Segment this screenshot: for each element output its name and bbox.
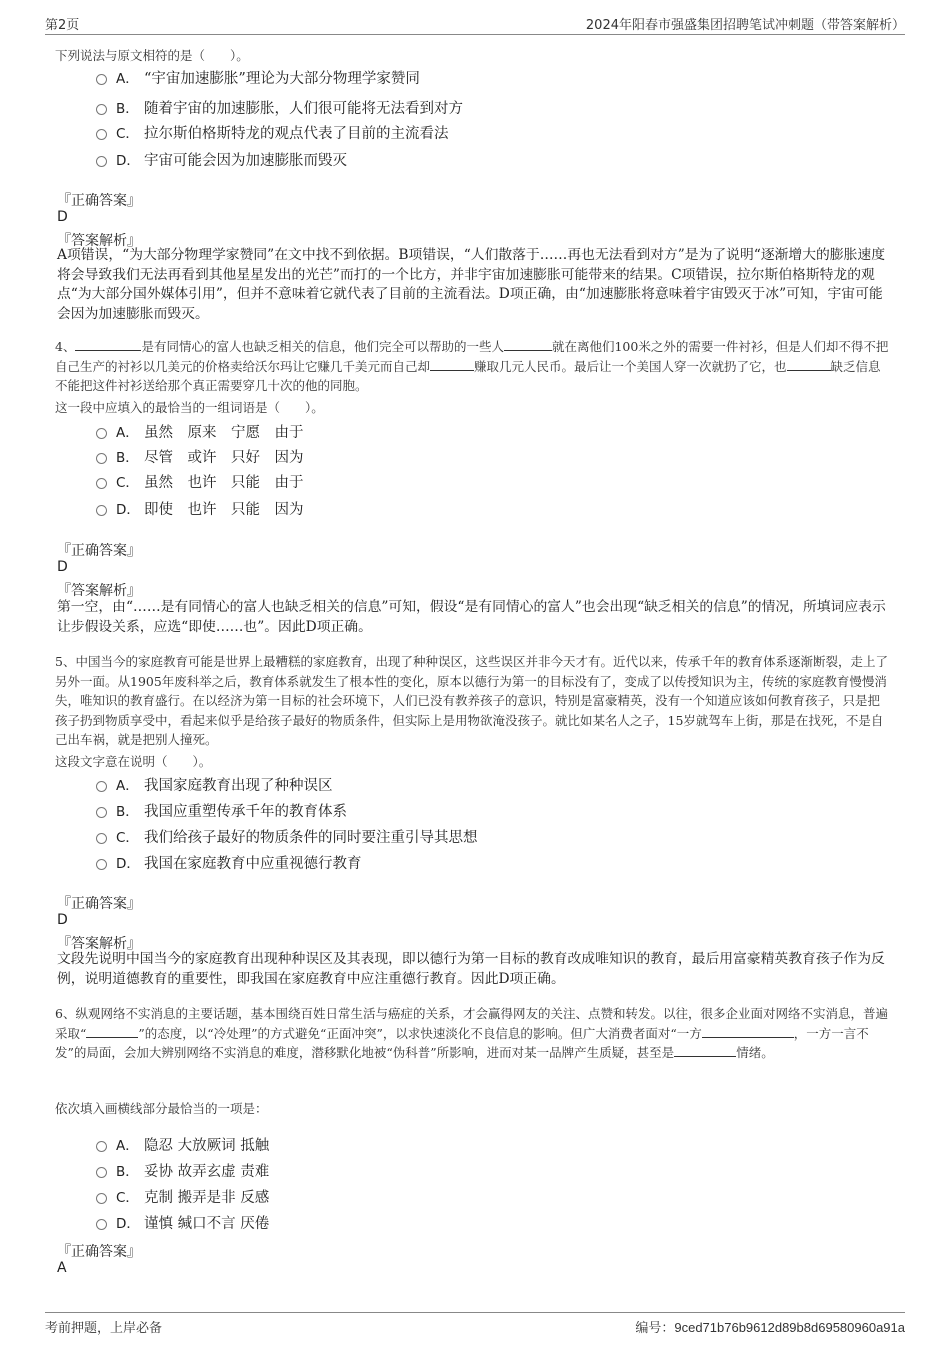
q6-option-b[interactable]: B． 妥协 故弄玄虚 责难	[96, 1159, 269, 1181]
question-3-stem: 下列说法与原文相符的是（ ）。	[55, 48, 249, 63]
q3-option-d[interactable]: D． 宇宙可能会因为加速膨胀而毁灭	[96, 148, 347, 170]
radio-icon[interactable]	[96, 1219, 107, 1230]
q6-option-a[interactable]: A． 隐忍 大放厥词 抵触	[96, 1133, 269, 1155]
q5-option-b[interactable]: B． 我国应重塑传承千年的教育体系	[96, 799, 347, 821]
radio-icon[interactable]	[96, 104, 107, 115]
radio-icon[interactable]	[96, 1193, 107, 1204]
document-code: 编号：9ced71b76b9612d89b8d69580960a91a	[635, 1320, 905, 1336]
radio-icon[interactable]	[96, 833, 107, 844]
q5-option-d[interactable]: D． 我国在家庭教育中应重视德行教育	[96, 851, 362, 873]
q4-prompt: 这一段中应填入的最恰当的一组词语是（ ）。	[55, 400, 324, 415]
fill-blank	[75, 337, 141, 351]
radio-icon[interactable]	[96, 428, 107, 439]
fill-blank	[86, 1024, 138, 1038]
q3-answer: D	[57, 209, 68, 225]
q5-answer-heading: 『正确答案』	[57, 896, 141, 912]
radio-icon[interactable]	[96, 1141, 107, 1152]
q6-option-d[interactable]: D． 谨慎 缄口不言 厌倦	[96, 1211, 269, 1233]
fill-blank	[504, 337, 552, 351]
q3-answer-heading: 『正确答案』	[57, 193, 141, 209]
radio-icon[interactable]	[96, 1167, 107, 1178]
q4-option-c[interactable]: C． 虽然 也许 只能 由于	[96, 470, 304, 492]
q3-option-b[interactable]: B． 随着宇宙的加速膨胀，人们很可能将无法看到对方	[96, 96, 463, 118]
q5-option-a[interactable]: A． 我国家庭教育出现了种种误区	[96, 773, 333, 795]
radio-icon[interactable]	[96, 156, 107, 167]
q4-explanation: 第一空，由“……是有同情心的富人也缺乏相关的信息”可知，假设“是有同情心的富人”也会出现“缺乏相关的信息”的情况，所填词应表示让步假设关系，应选“即使……也”。因此D项正确。	[57, 599, 886, 635]
q4-answer-heading: 『正确答案』	[57, 543, 141, 559]
q4-answer: D	[57, 559, 68, 575]
question-5-stem: 5、中国当今的家庭教育可能是世界上最糟糕的家庭教育，出现了种种误区，这些误区并非今天才有。近代以来，传承千年的教育体系逐渐断裂，走上了另外一面。从1905年废科举之后，教育体系就发生了根本性的变化，原本以德行为第一的目标没有了，变成了以传授知识为主，传统的家庭教育慢慢消失，唯知识的教育盛行。在以经济为第一目标的社会环境下，人们已没有教养孩子的意识，特别是富豪精英，没有一个知道应该如何教育孩子，只是把孩子扔到物质享受中，看起来似乎是给孩子最好的物质条件，但实际上是用物欲淹没孩子。就比如某名人之子，15岁就驾车上街，那是在找死，不是自己出车祸，就是把别人撞死。	[55, 654, 888, 747]
fill-blank	[674, 1043, 736, 1057]
q3-explain-heading: 『答案解析』	[57, 233, 141, 249]
q5-answer: D	[57, 912, 68, 928]
q4-option-d[interactable]: D． 即使 也许 只能 因为	[96, 497, 304, 519]
q5-explanation: 文段先说明中国当今的家庭教育出现种种误区及其表现，即以德行为第一目标的教育改成唯知识的教育，最后用富豪精英教育孩子作为反例，说明道德教育的重要性，即我国在家庭教育中应注重德行教育。因此D项正确。	[57, 951, 885, 987]
q6-answer-heading: 『正确答案』	[57, 1244, 141, 1260]
q5-prompt: 这段文字意在说明（ ）。	[55, 754, 212, 769]
q4-option-a[interactable]: A． 虽然 原来 宁愿 由于	[96, 420, 304, 442]
fill-blank	[430, 357, 474, 371]
radio-icon[interactable]	[96, 859, 107, 870]
q3-explanation: A项错误，“为大部分物理学家赞同”在文中找不到依据。B项错误，“人们散落于……再也无法看到对方”是为了说明“逐渐增大的膨胀速度将会导致我们无法再看到其他星星发出的光芒”而打的一个比方，并非宇宙加速膨胀可能带来的结果。C项错误，拉尔斯伯格斯特龙的观点“为大部分国外媒体引用”，但并不意味着它就代表了目前的主流看法。D项正确，由“加速膨胀将意味着宇宙毁灭于冰”可知，宇宙可能会因为加速膨胀而毁灭。	[57, 247, 885, 322]
q6-answer: A	[57, 1260, 67, 1276]
q6-prompt: 依次填入画横线部分最恰当的一项是：	[55, 1101, 268, 1116]
q3-option-a[interactable]: A． “宇宙加速膨胀”理论为大部分物理学家赞同	[96, 66, 420, 88]
radio-icon[interactable]	[96, 129, 107, 140]
q4-option-b[interactable]: B． 尽管 或许 只好 因为	[96, 445, 304, 467]
fill-blank	[702, 1024, 794, 1038]
q6-option-c[interactable]: C． 克制 搬弄是非 反感	[96, 1185, 269, 1207]
q5-explain-heading: 『答案解析』	[57, 936, 141, 952]
question-4-stem: 4、 是有同情心的富人也缺乏相关的信息，他们完全可以帮助的一些人 就在离他们100米之外的需要一件衬衫，但是人们却不得不把自己生产的衬衫以几美元的价格卖给沃尔玛让它赚几千美元而自己却 赚取几元人民币。最后让一个美国人穿一次就扔了它，也 缺乏信息不能把这件衬衫送给那个真正需要穿几十次的他的同胞。	[55, 339, 889, 393]
radio-icon[interactable]	[96, 478, 107, 489]
q5-option-c[interactable]: C． 我们给孩子最好的物质条件的同时要注重引导其思想	[96, 825, 478, 847]
radio-icon[interactable]	[96, 781, 107, 792]
radio-icon[interactable]	[96, 807, 107, 818]
fill-blank	[787, 357, 831, 371]
page-footer	[45, 1312, 905, 1335]
page-number: 第2页	[45, 18, 80, 33]
footer-slogan: 考前押题，上岸必备	[45, 1321, 163, 1336]
radio-icon[interactable]	[96, 74, 107, 85]
q3-option-c[interactable]: C． 拉尔斯伯格斯特龙的观点代表了目前的主流看法	[96, 121, 449, 143]
question-6-stem: 6、纵观网络不实消息的主要话题，基本围绕百姓日常生活与癌症的关系，才会赢得网友的关注、点赞和转发。以往，很多企业面对网络不实消息，普遍采取“ ”的态度，以“冷处理”的方式避免“正面冲突”，以求快速淡化不良信息的影响。但广大消费者面对“一方 ，一方一言不发”的局面，会加大辨别网络不实消息的难度，潜移默化地被“伪科普”所影响，进而对某一品牌产生质疑，甚至是 情绪。	[55, 1006, 888, 1060]
radio-icon[interactable]	[96, 505, 107, 516]
radio-icon[interactable]	[96, 453, 107, 464]
q4-explain-heading: 『答案解析』	[57, 583, 141, 599]
page-header	[45, 14, 905, 35]
document-title: 2024年阳春市强盛集团招聘笔试冲刺题（带答案解析）	[585, 18, 905, 33]
